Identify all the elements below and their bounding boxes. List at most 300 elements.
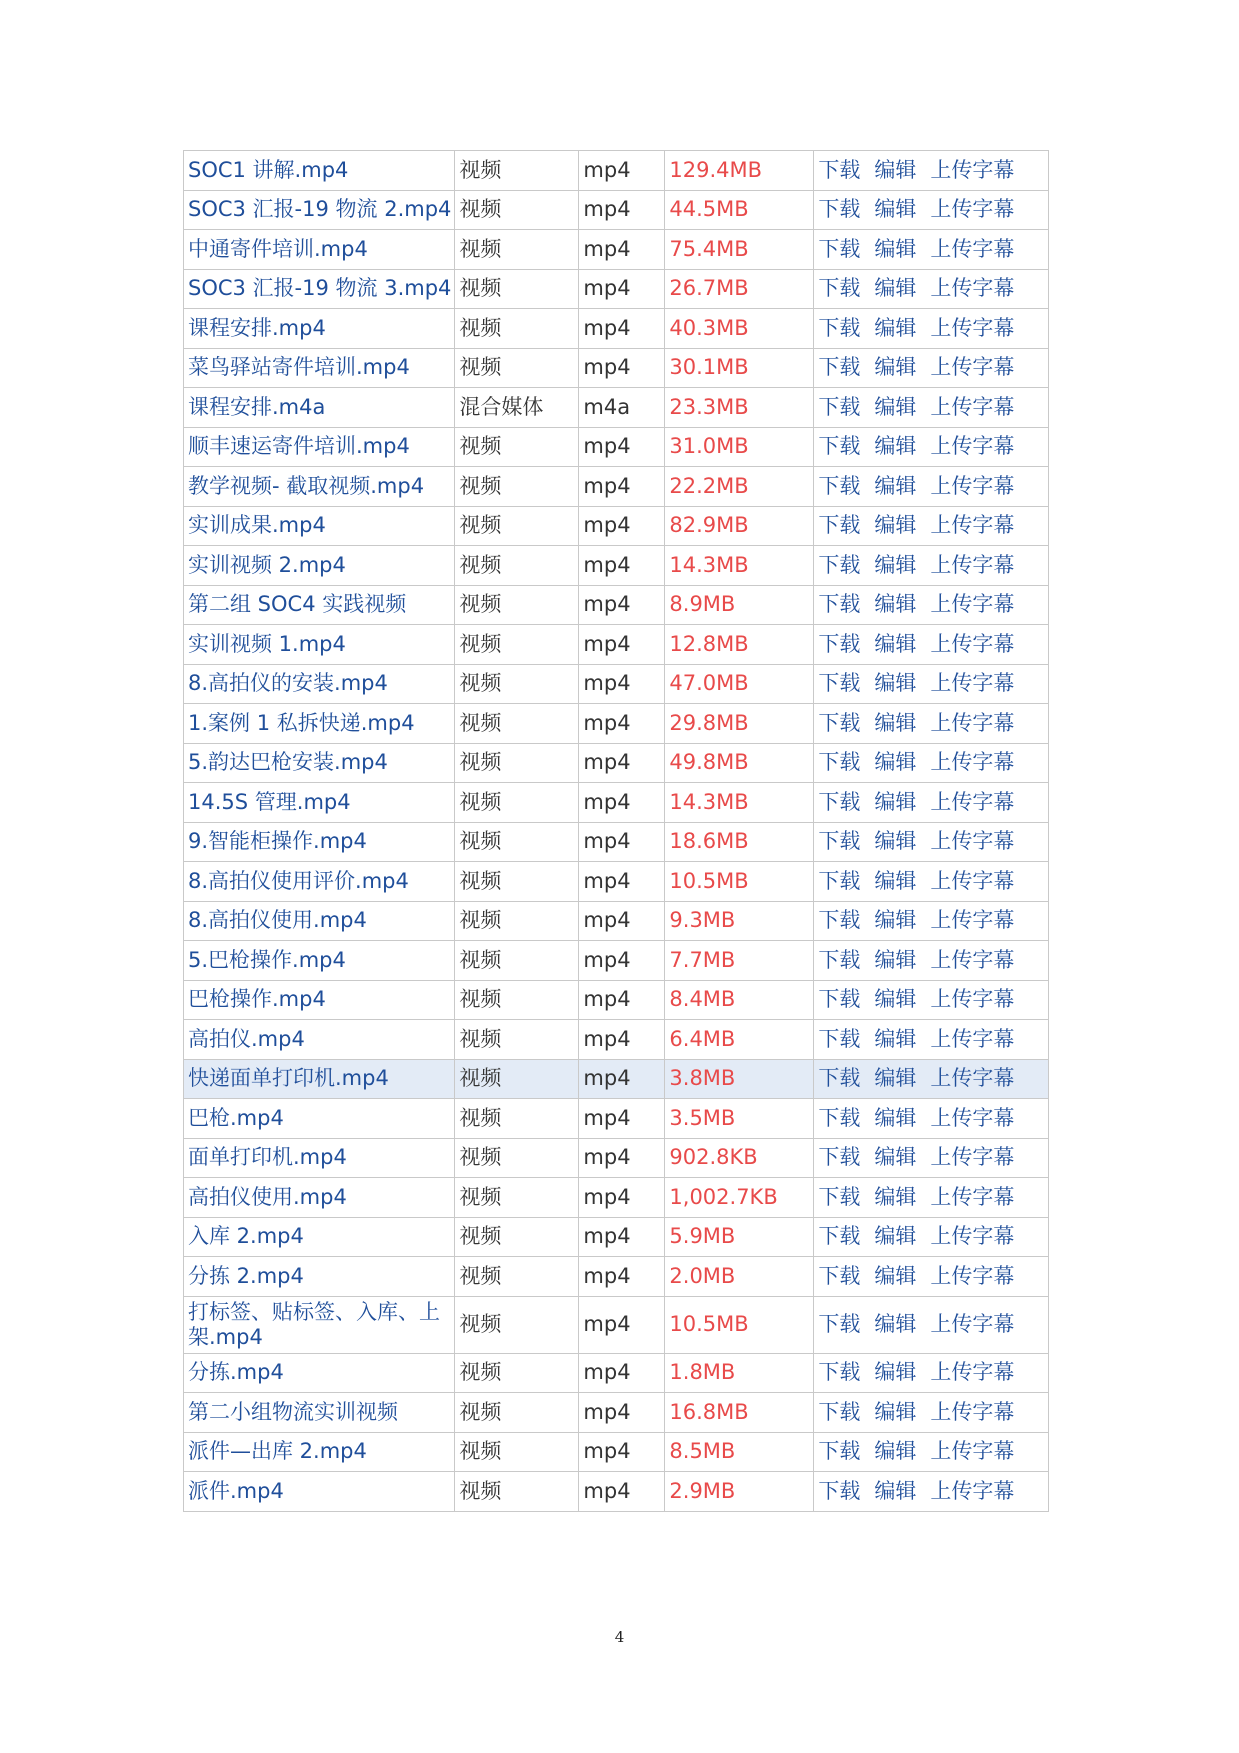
- upload-subtitle-link[interactable]: 上传字幕: [930, 552, 1015, 577]
- file-extension-cell: mp4: [579, 1059, 665, 1099]
- download-link[interactable]: 下载: [818, 1399, 861, 1424]
- file-extension-cell: mp4: [579, 1432, 665, 1472]
- actions-cell: [814, 585, 1049, 625]
- file-type-cell: 视频: [455, 704, 579, 744]
- file-name-cell: [184, 546, 455, 586]
- file-name-cell: [184, 822, 455, 862]
- edit-link[interactable]: 编辑: [874, 987, 917, 1012]
- file-name-cell: [184, 1138, 455, 1178]
- actions-cell: [814, 743, 1049, 783]
- file-name-link[interactable]: 第二组 SOC4 实践视频: [188, 592, 407, 617]
- upload-subtitle-link[interactable]: 上传字幕: [930, 315, 1015, 340]
- file-type-cell: 混合媒体: [455, 388, 579, 428]
- file-type-cell: 视频: [455, 901, 579, 941]
- file-name-cell: [184, 862, 455, 902]
- file-name-cell: [184, 1217, 455, 1257]
- actions-cell: [814, 783, 1049, 823]
- actions-cell: [814, 862, 1049, 902]
- download-link[interactable]: 下载: [818, 710, 861, 735]
- file-name-cell: [184, 1296, 455, 1353]
- file-extension-cell: mp4: [579, 901, 665, 941]
- actions-cell: [814, 1353, 1049, 1393]
- file-size-cell: 12.8MB: [665, 625, 814, 665]
- upload-subtitle-link[interactable]: 上传字幕: [930, 631, 1015, 656]
- table-row[interactable]: [184, 1393, 1049, 1433]
- table-row[interactable]: [184, 704, 1049, 744]
- file-size-cell: 3.8MB: [665, 1059, 814, 1099]
- file-size-cell: 23.3MB: [665, 388, 814, 428]
- edit-link[interactable]: 编辑: [874, 473, 917, 498]
- edit-link[interactable]: 编辑: [874, 1184, 917, 1209]
- table-row[interactable]: [184, 467, 1049, 507]
- table-row[interactable]: [184, 427, 1049, 467]
- table-row[interactable]: [184, 664, 1049, 704]
- download-link[interactable]: 下载: [818, 434, 861, 459]
- upload-subtitle-link[interactable]: 上传字幕: [930, 1263, 1015, 1288]
- upload-subtitle-link[interactable]: 上传字幕: [930, 1312, 1015, 1336]
- edit-link[interactable]: 编辑: [874, 1360, 917, 1385]
- table-row[interactable]: [184, 1353, 1049, 1393]
- file-type-cell: 视频: [455, 941, 579, 981]
- upload-subtitle-link[interactable]: 上传字幕: [930, 1360, 1015, 1385]
- file-extension-cell: mp4: [579, 862, 665, 902]
- upload-subtitle-link[interactable]: 上传字幕: [930, 947, 1015, 972]
- file-name-cell: [184, 1178, 455, 1218]
- actions-cell: [814, 704, 1049, 744]
- upload-subtitle-link[interactable]: 上传字幕: [930, 394, 1015, 419]
- edit-link[interactable]: 编辑: [874, 671, 917, 696]
- file-name-link[interactable]: 课程安排.mp4: [188, 315, 326, 340]
- file-extension-cell: mp4: [579, 190, 665, 230]
- file-size-cell: 10.5MB: [665, 1296, 814, 1353]
- edit-link[interactable]: 编辑: [874, 513, 917, 538]
- edit-link[interactable]: 编辑: [874, 157, 917, 182]
- file-type-cell: 视频: [455, 980, 579, 1020]
- file-size-cell: 1.8MB: [665, 1353, 814, 1393]
- download-link[interactable]: 下载: [818, 671, 861, 696]
- actions-cell: [814, 980, 1049, 1020]
- file-name-link[interactable]: 14.5S 管理.mp4: [188, 789, 351, 814]
- upload-subtitle-link[interactable]: 上传字幕: [930, 789, 1015, 814]
- upload-subtitle-link[interactable]: 上传字幕: [930, 908, 1015, 933]
- file-type-cell: 视频: [455, 783, 579, 823]
- file-extension-cell: mp4: [579, 625, 665, 665]
- file-extension-cell: mp4: [579, 309, 665, 349]
- file-type-cell: 视频: [455, 1099, 579, 1139]
- table-row[interactable]: [184, 585, 1049, 625]
- edit-link[interactable]: 编辑: [874, 315, 917, 340]
- download-link[interactable]: 下载: [818, 829, 861, 854]
- download-link[interactable]: 下载: [818, 1312, 861, 1336]
- table-row[interactable]: [184, 1257, 1049, 1297]
- actions-cell: [814, 151, 1049, 191]
- table-row[interactable]: [184, 388, 1049, 428]
- file-extension-cell: mp4: [579, 1178, 665, 1218]
- table-row[interactable]: [184, 309, 1049, 349]
- file-type-cell: 视频: [455, 546, 579, 586]
- upload-subtitle-link[interactable]: 上传字幕: [930, 671, 1015, 696]
- file-name-cell: [184, 230, 455, 270]
- table-row[interactable]: [184, 941, 1049, 981]
- upload-subtitle-link[interactable]: 上传字幕: [930, 236, 1015, 261]
- file-name-link[interactable]: 高拍仪使用.mp4: [188, 1184, 347, 1209]
- upload-subtitle-link[interactable]: 上传字幕: [930, 1399, 1015, 1424]
- file-name-link[interactable]: SOC1 讲解.mp4: [188, 157, 349, 182]
- file-name-link[interactable]: 1.案例 1 私拆快递.mp4: [188, 710, 415, 735]
- edit-link[interactable]: 编辑: [874, 434, 917, 459]
- file-type-cell: 视频: [455, 1432, 579, 1472]
- download-link[interactable]: 下载: [818, 552, 861, 577]
- download-link[interactable]: 下载: [818, 1439, 861, 1464]
- file-extension-cell: mp4: [579, 704, 665, 744]
- file-size-cell: 2.0MB: [665, 1257, 814, 1297]
- file-table-body: [184, 151, 1049, 1512]
- download-link[interactable]: 下载: [818, 908, 861, 933]
- download-link[interactable]: 下载: [818, 1026, 861, 1051]
- upload-subtitle-link[interactable]: 上传字幕: [930, 355, 1015, 380]
- table-row[interactable]: [184, 1432, 1049, 1472]
- actions-cell: [814, 309, 1049, 349]
- edit-link[interactable]: 编辑: [874, 789, 917, 814]
- edit-link[interactable]: 编辑: [874, 908, 917, 933]
- edit-link[interactable]: 编辑: [874, 1399, 917, 1424]
- download-link[interactable]: 下载: [818, 394, 861, 419]
- download-link[interactable]: 下载: [818, 1145, 861, 1170]
- file-name-link[interactable]: 派件.mp4: [188, 1478, 284, 1503]
- file-size-cell: 22.2MB: [665, 467, 814, 507]
- table-row[interactable]: [184, 822, 1049, 862]
- download-link[interactable]: 下载: [818, 1184, 861, 1209]
- download-link[interactable]: 下载: [818, 157, 861, 182]
- table-row[interactable]: [184, 1099, 1049, 1139]
- download-link[interactable]: 下载: [818, 987, 861, 1012]
- table-row[interactable]: [184, 190, 1049, 230]
- download-link[interactable]: 下载: [818, 276, 861, 301]
- upload-subtitle-link[interactable]: 上传字幕: [930, 987, 1015, 1012]
- table-row[interactable]: [184, 862, 1049, 902]
- file-name-cell: [184, 1432, 455, 1472]
- file-size-cell: 8.5MB: [665, 1432, 814, 1472]
- file-size-cell: 129.4MB: [665, 151, 814, 191]
- edit-link[interactable]: 编辑: [874, 1224, 917, 1249]
- file-size-cell: 18.6MB: [665, 822, 814, 862]
- file-type-cell: 视频: [455, 822, 579, 862]
- upload-subtitle-link[interactable]: 上传字幕: [930, 1145, 1015, 1170]
- file-extension-cell: mp4: [579, 941, 665, 981]
- download-link[interactable]: 下载: [818, 1360, 861, 1385]
- file-size-cell: 8.9MB: [665, 585, 814, 625]
- file-size-cell: 10.5MB: [665, 862, 814, 902]
- file-name-link[interactable]: 实训成果.mp4: [188, 513, 326, 538]
- file-size-cell: 902.8KB: [665, 1138, 814, 1178]
- upload-subtitle-link[interactable]: 上传字幕: [930, 434, 1015, 459]
- upload-subtitle-link[interactable]: 上传字幕: [930, 513, 1015, 538]
- file-size-cell: 16.8MB: [665, 1393, 814, 1433]
- file-size-cell: 14.3MB: [665, 546, 814, 586]
- upload-subtitle-link[interactable]: 上传字幕: [930, 592, 1015, 617]
- file-extension-cell: mp4: [579, 980, 665, 1020]
- file-extension-cell: mp4: [579, 822, 665, 862]
- file-type-cell: 视频: [455, 1138, 579, 1178]
- download-link[interactable]: 下载: [818, 1105, 861, 1130]
- file-type-cell: 视频: [455, 269, 579, 309]
- file-size-cell: 29.8MB: [665, 704, 814, 744]
- file-name-cell: [184, 1257, 455, 1297]
- file-name-link[interactable]: 派件—出库 2.mp4: [188, 1439, 367, 1464]
- edit-link[interactable]: 编辑: [874, 750, 917, 775]
- file-type-cell: 视频: [455, 427, 579, 467]
- edit-link[interactable]: 编辑: [874, 592, 917, 617]
- table-row[interactable]: [184, 783, 1049, 823]
- table-row[interactable]: [184, 230, 1049, 270]
- file-type-cell: 视频: [455, 1059, 579, 1099]
- file-type-cell: 视频: [455, 1257, 579, 1297]
- file-name-cell: [184, 1059, 455, 1099]
- upload-subtitle-link[interactable]: 上传字幕: [930, 750, 1015, 775]
- file-type-cell: 视频: [455, 190, 579, 230]
- file-size-cell: 44.5MB: [665, 190, 814, 230]
- file-name-link[interactable]: 9.智能柜操作.mp4: [188, 829, 367, 854]
- upload-subtitle-link[interactable]: 上传字幕: [930, 1026, 1015, 1051]
- file-name-cell: [184, 1393, 455, 1433]
- table-row[interactable]: [184, 625, 1049, 665]
- edit-link[interactable]: 编辑: [874, 1105, 917, 1130]
- file-extension-cell: mp4: [579, 269, 665, 309]
- actions-cell: [814, 1020, 1049, 1060]
- download-link[interactable]: 下载: [818, 315, 861, 340]
- file-name-link[interactable]: SOC3 汇报-19 物流 3.mp4: [188, 276, 452, 301]
- file-name-link[interactable]: 课程安排.m4a: [188, 394, 326, 419]
- file-type-cell: 视频: [455, 1020, 579, 1060]
- file-extension-cell: mp4: [579, 546, 665, 586]
- table-row[interactable]: [184, 1217, 1049, 1257]
- file-extension-cell: mp4: [579, 1138, 665, 1178]
- file-name-link[interactable]: 中通寄件培训.mp4: [188, 236, 368, 261]
- file-name-cell: [184, 1020, 455, 1060]
- file-name-link[interactable]: 8.高拍仪使用评价.mp4: [188, 868, 409, 893]
- edit-link[interactable]: 编辑: [874, 868, 917, 893]
- file-name-link[interactable]: 顺丰速运寄件培训.mp4: [188, 434, 410, 459]
- table-row[interactable]: [184, 1472, 1049, 1512]
- table-row[interactable]: [184, 269, 1049, 309]
- table-row[interactable]: [184, 506, 1049, 546]
- edit-link[interactable]: 编辑: [874, 1026, 917, 1051]
- file-extension-cell: mp4: [579, 348, 665, 388]
- file-name-link[interactable]: 5.韵达巴枪安装.mp4: [188, 750, 388, 775]
- file-size-cell: 8.4MB: [665, 980, 814, 1020]
- file-extension-cell: mp4: [579, 1217, 665, 1257]
- file-name-cell: [184, 506, 455, 546]
- upload-subtitle-link[interactable]: 上传字幕: [930, 1105, 1015, 1130]
- file-name-cell: [184, 348, 455, 388]
- download-link[interactable]: 下载: [818, 789, 861, 814]
- edit-link[interactable]: 编辑: [874, 276, 917, 301]
- download-link[interactable]: 下载: [818, 355, 861, 380]
- edit-link[interactable]: 编辑: [874, 1312, 917, 1336]
- upload-subtitle-link[interactable]: 上传字幕: [930, 829, 1015, 854]
- edit-link[interactable]: 编辑: [874, 1145, 917, 1170]
- file-name-link[interactable]: 入库 2.mp4: [188, 1224, 304, 1249]
- actions-cell: [814, 506, 1049, 546]
- actions-cell: [814, 388, 1049, 428]
- upload-subtitle-link[interactable]: 上传字幕: [930, 276, 1015, 301]
- file-size-cell: 14.3MB: [665, 783, 814, 823]
- page-number: 4: [614, 1628, 625, 1646]
- table-row[interactable]: [184, 348, 1049, 388]
- file-size-cell: 82.9MB: [665, 506, 814, 546]
- download-link[interactable]: 下载: [818, 513, 861, 538]
- edit-link[interactable]: 编辑: [874, 829, 917, 854]
- actions-cell: [814, 348, 1049, 388]
- file-extension-cell: mp4: [579, 427, 665, 467]
- file-extension-cell: mp4: [579, 1020, 665, 1060]
- table-row[interactable]: [184, 901, 1049, 941]
- table-row[interactable]: [184, 546, 1049, 586]
- edit-link[interactable]: 编辑: [874, 1263, 917, 1288]
- file-type-cell: 视频: [455, 309, 579, 349]
- file-name-link[interactable]: 8.高拍仪的安装.mp4: [188, 671, 388, 696]
- file-extension-cell: mp4: [579, 1257, 665, 1297]
- actions-cell: [814, 546, 1049, 586]
- upload-subtitle-link[interactable]: 上传字幕: [930, 868, 1015, 893]
- file-name-cell: [184, 783, 455, 823]
- file-name-link[interactable]: 实训视频 1.mp4: [188, 631, 346, 656]
- download-link[interactable]: 下载: [818, 1263, 861, 1288]
- table-row[interactable]: [184, 1059, 1049, 1099]
- edit-link[interactable]: 编辑: [874, 552, 917, 577]
- file-name-link[interactable]: SOC3 汇报-19 物流 2.mp4: [188, 197, 452, 222]
- edit-link[interactable]: 编辑: [874, 394, 917, 419]
- edit-link[interactable]: 编辑: [874, 631, 917, 656]
- actions-cell: [814, 1099, 1049, 1139]
- file-extension-cell: mp4: [579, 1472, 665, 1512]
- file-size-cell: 30.1MB: [665, 348, 814, 388]
- file-extension-cell: mp4: [579, 506, 665, 546]
- actions-cell: [814, 467, 1049, 507]
- download-link[interactable]: 下载: [818, 631, 861, 656]
- table-row[interactable]: [184, 980, 1049, 1020]
- file-name-cell: [184, 388, 455, 428]
- file-size-cell: 9.3MB: [665, 901, 814, 941]
- actions-cell: [814, 269, 1049, 309]
- download-link[interactable]: 下载: [818, 473, 861, 498]
- file-size-cell: 7.7MB: [665, 941, 814, 981]
- actions-cell: [814, 1257, 1049, 1297]
- file-table: [183, 150, 1049, 1512]
- upload-subtitle-link[interactable]: 上传字幕: [930, 1066, 1015, 1091]
- upload-subtitle-link[interactable]: 上传字幕: [930, 710, 1015, 735]
- file-name-cell: [184, 309, 455, 349]
- file-name-link[interactable]: 8.高拍仪使用.mp4: [188, 908, 367, 933]
- actions-cell: [814, 1296, 1049, 1353]
- download-link[interactable]: 下载: [818, 197, 861, 222]
- actions-cell: [814, 1178, 1049, 1218]
- download-link[interactable]: 下载: [818, 236, 861, 261]
- file-type-cell: 视频: [455, 1178, 579, 1218]
- edit-link[interactable]: 编辑: [874, 1439, 917, 1464]
- file-size-cell: 5.9MB: [665, 1217, 814, 1257]
- file-extension-cell: mp4: [579, 1353, 665, 1393]
- edit-link[interactable]: 编辑: [874, 1066, 917, 1091]
- file-name-cell: [184, 901, 455, 941]
- actions-cell: [814, 901, 1049, 941]
- file-name-cell: [184, 269, 455, 309]
- table-row[interactable]: [184, 743, 1049, 783]
- file-type-cell: 视频: [455, 467, 579, 507]
- upload-subtitle-link[interactable]: 上传字幕: [930, 197, 1015, 222]
- upload-subtitle-link[interactable]: 上传字幕: [930, 1439, 1015, 1464]
- download-link[interactable]: 下载: [818, 947, 861, 972]
- actions-cell: [814, 822, 1049, 862]
- edit-link[interactable]: 编辑: [874, 197, 917, 222]
- file-name-cell: [184, 1472, 455, 1512]
- file-name-cell: [184, 190, 455, 230]
- actions-cell: [814, 625, 1049, 665]
- actions-cell: [814, 427, 1049, 467]
- upload-subtitle-link[interactable]: 上传字幕: [930, 1478, 1015, 1503]
- actions-cell: [814, 230, 1049, 270]
- table-row[interactable]: [184, 1178, 1049, 1218]
- file-type-cell: 视频: [455, 1472, 579, 1512]
- download-link[interactable]: 下载: [818, 1478, 861, 1503]
- file-name-link[interactable]: 巴枪.mp4: [188, 1105, 284, 1130]
- table-row[interactable]: [184, 1296, 1049, 1353]
- download-link[interactable]: 下载: [818, 868, 861, 893]
- file-name-link[interactable]: 第二小组物流实训视频: [188, 1399, 398, 1424]
- file-name-cell: [184, 1353, 455, 1393]
- download-link[interactable]: 下载: [818, 1224, 861, 1249]
- table-row[interactable]: [184, 151, 1049, 191]
- edit-link[interactable]: 编辑: [874, 355, 917, 380]
- edit-link[interactable]: 编辑: [874, 1478, 917, 1503]
- file-name-link[interactable]: 快递面单打印机.mp4: [188, 1066, 389, 1091]
- download-link[interactable]: 下载: [818, 1066, 861, 1091]
- edit-link[interactable]: 编辑: [874, 947, 917, 972]
- actions-cell: [814, 664, 1049, 704]
- download-link[interactable]: 下载: [818, 592, 861, 617]
- file-name-link[interactable]: 菜鸟驿站寄件培训.mp4: [188, 355, 410, 380]
- file-name-cell: [184, 1099, 455, 1139]
- file-size-cell: 49.8MB: [665, 743, 814, 783]
- file-name-cell: [184, 151, 455, 191]
- actions-cell: [814, 1138, 1049, 1178]
- file-name-link[interactable]: 高拍仪.mp4: [188, 1026, 305, 1051]
- file-name-link[interactable]: 5.巴枪操作.mp4: [188, 947, 346, 972]
- edit-link[interactable]: 编辑: [874, 710, 917, 735]
- file-type-cell: 视频: [455, 625, 579, 665]
- file-size-cell: 3.5MB: [665, 1099, 814, 1139]
- upload-subtitle-link[interactable]: 上传字幕: [930, 1184, 1015, 1209]
- download-link[interactable]: 下载: [818, 750, 861, 775]
- table-row[interactable]: [184, 1020, 1049, 1060]
- file-type-cell: 视频: [455, 230, 579, 270]
- file-name-link[interactable]: 打标签、贴标签、入库、上架.mp4: [188, 1299, 440, 1349]
- upload-subtitle-link[interactable]: 上传字幕: [930, 473, 1015, 498]
- file-name-link[interactable]: 分拣 2.mp4: [188, 1263, 304, 1288]
- file-extension-cell: mp4: [579, 743, 665, 783]
- upload-subtitle-link[interactable]: 上传字幕: [930, 157, 1015, 182]
- file-name-link[interactable]: 面单打印机.mp4: [188, 1145, 347, 1170]
- file-name-link[interactable]: 实训视频 2.mp4: [188, 552, 346, 577]
- file-name-link[interactable]: 分拣.mp4: [188, 1360, 284, 1385]
- file-name-link[interactable]: 巴枪操作.mp4: [188, 987, 326, 1012]
- upload-subtitle-link[interactable]: 上传字幕: [930, 1224, 1015, 1249]
- file-name-link[interactable]: 教学视频- 截取视频.mp4: [188, 473, 425, 498]
- file-type-cell: 视频: [455, 506, 579, 546]
- actions-cell: [814, 1472, 1049, 1512]
- edit-link[interactable]: 编辑: [874, 236, 917, 261]
- table-row[interactable]: [184, 1138, 1049, 1178]
